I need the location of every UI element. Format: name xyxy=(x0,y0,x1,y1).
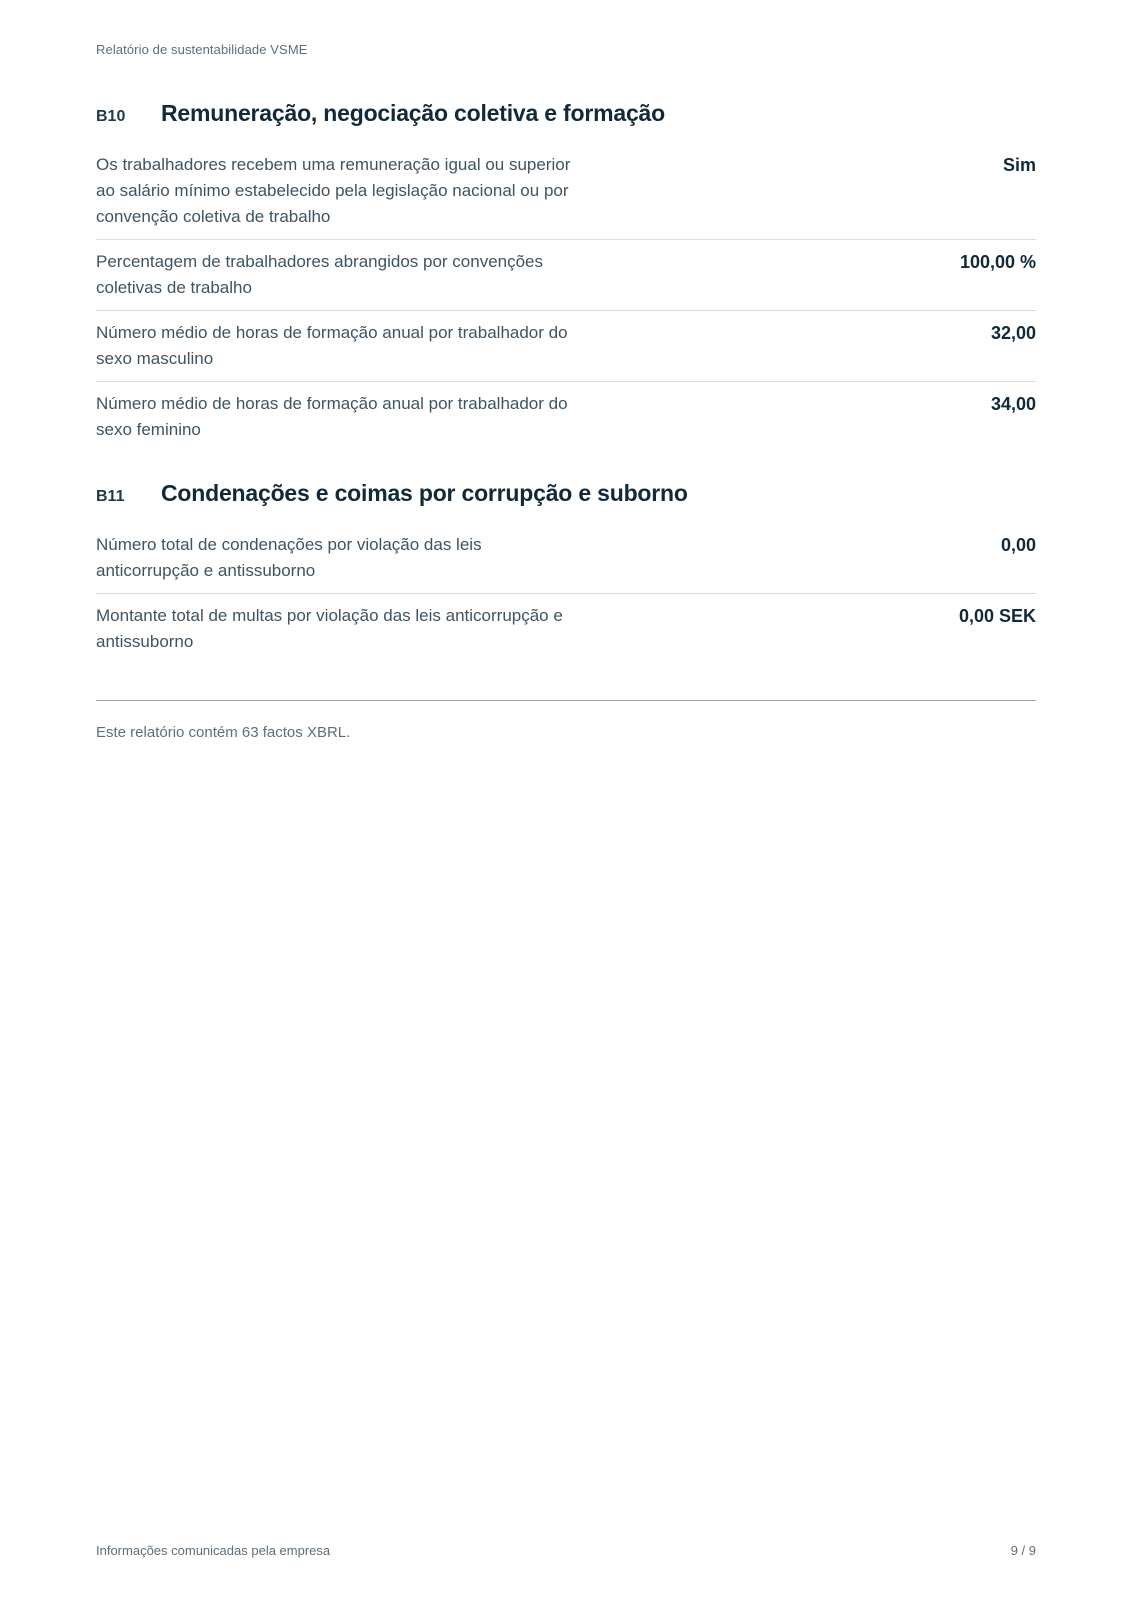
metric-value-convictions: 0,00 xyxy=(1000,535,1036,555)
metric-label-collective-bargaining: Percentagem de trabalhadores abrangidos por convenções coletivas de trabalho xyxy=(96,252,544,297)
metrics-list-b10 xyxy=(96,143,1036,452)
metric-row-convictions xyxy=(96,523,1036,594)
metric-label-training-male: Número médio de horas de formação anual por trabalhador do sexo masculino xyxy=(96,323,568,368)
metric-value-training-male: 32,00 xyxy=(990,323,1036,343)
summary-divider xyxy=(96,700,1036,701)
metric-value-minimum-wage: Sim xyxy=(1002,155,1036,175)
metric-value-training-female: 34,00 xyxy=(990,394,1036,414)
section-heading-b11 xyxy=(96,480,1036,507)
section-code-b11: B11 xyxy=(96,488,125,505)
section-b10 xyxy=(96,100,1036,452)
footer-company-info: Informações comunicadas pela empresa xyxy=(96,1543,331,1558)
metric-row-minimum-wage xyxy=(96,143,1036,240)
page-number: 9 / 9 xyxy=(1010,1543,1036,1558)
section-code-b10: B10 xyxy=(96,108,126,125)
metric-label-minimum-wage: Os trabalhadores recebem uma remuneração igual ou superior ao salário mínimo estabelecido pela legislação nacional ou por convenção coletiva de trabalho xyxy=(96,155,571,226)
report-title: Relatório de sustentabilidade VSME xyxy=(96,42,308,57)
report-page-content xyxy=(96,100,1036,741)
section-heading-b10 xyxy=(96,100,1036,127)
metric-value-collective-bargaining: 100,00 % xyxy=(959,252,1036,272)
metric-row-fines xyxy=(96,594,1036,664)
page-footer xyxy=(96,1543,1036,1558)
section-b11 xyxy=(96,480,1036,664)
metric-row-training-male xyxy=(96,311,1036,382)
metric-row-training-female xyxy=(96,382,1036,452)
metric-label-fines: Montante total de multas por violação das leis anticorrupção e antissuborno xyxy=(96,606,563,651)
section-title-b11: Condenações e coimas por corrupção e suborno xyxy=(161,480,688,506)
metric-row-collective-bargaining xyxy=(96,240,1036,311)
metric-label-training-female: Número médio de horas de formação anual por trabalhador do sexo feminino xyxy=(96,394,568,439)
section-title-b10: Remuneração, negociação coletiva e formação xyxy=(161,100,665,126)
metric-label-convictions: Número total de condenações por violação das leis anticorrupção e antissuborno xyxy=(96,535,482,580)
xbrl-facts-summary: Este relatório contém 63 factos XBRL. xyxy=(96,724,351,741)
metrics-list-b11 xyxy=(96,523,1036,664)
metric-value-fines: 0,00 SEK xyxy=(958,606,1036,626)
